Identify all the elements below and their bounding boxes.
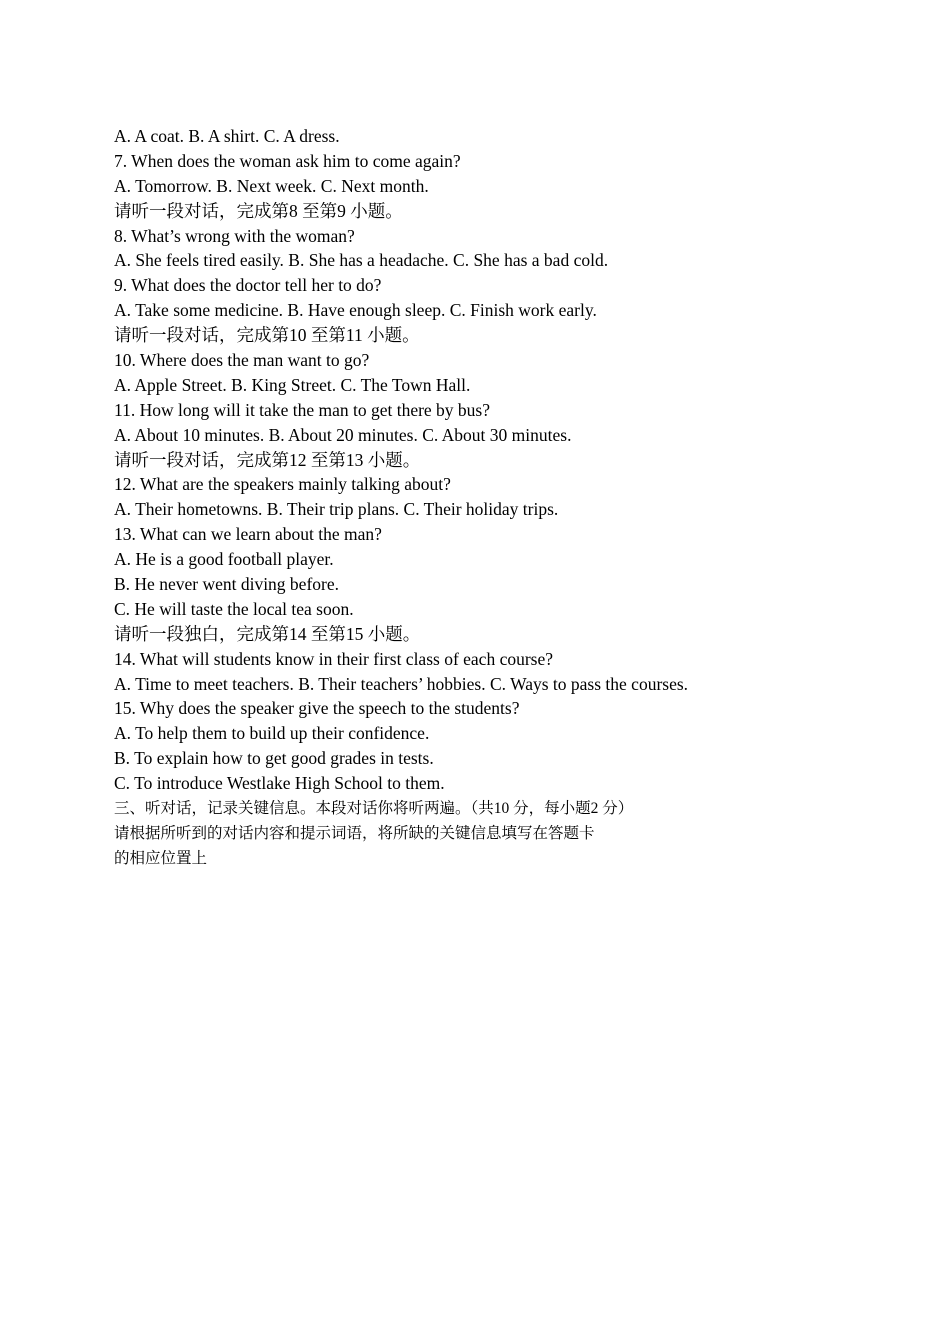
answer-option-q15-a: A. To help them to build up their confidence. bbox=[114, 723, 430, 744]
answer-options-q11: A. About 10 minutes. B. About 20 minutes. C. About 30 minutes. bbox=[114, 424, 572, 445]
part-three-heading: 三、听对话，记录关键信息。本段对话你将听两遍。（共10 分，每小题2 分） bbox=[114, 800, 634, 818]
answer-options-q7: A. Tomorrow. B. Next week. C. Next month. bbox=[114, 175, 429, 196]
answer-options-q12: A. Their hometowns. B. Their trip plans. C. Their holiday trips. bbox=[114, 499, 559, 520]
section-instruction-q14-q15: 请听一段独白，完成第14 至第15 小题。 bbox=[114, 623, 421, 644]
part-three-instruction: 请根据所听到的对话内容和提示词语，将所缺的关键信息填写在答题卡 bbox=[114, 825, 595, 843]
answer-options-q10: A. Apple Street. B. King Street. C. The Town Hall. bbox=[114, 374, 471, 395]
answer-options-q9: A. Take some medicine. B. Have enough sleep. C. Finish work early. bbox=[114, 300, 597, 321]
question-8: 8. What’s wrong with the woman? bbox=[114, 225, 355, 246]
question-14: 14. What will students know in their first class of each course? bbox=[114, 648, 554, 669]
question-11: 11. How long will it take the man to get there by bus? bbox=[114, 399, 491, 420]
part-three-instruction-continued: 的相应位置上 bbox=[114, 850, 208, 868]
answer-option-q13-b: B. He never went diving before. bbox=[114, 574, 339, 595]
section-instruction-q8-q9: 请听一段对话，完成第8 至第9 小题。 bbox=[114, 200, 403, 221]
question-13: 13. What can we learn about the man? bbox=[114, 524, 382, 545]
answer-options-q8: A. She feels tired easily. B. She has a headache. C. She has a bad cold. bbox=[114, 250, 609, 271]
section-instruction-q12-q13: 请听一段对话，完成第12 至第13 小题。 bbox=[114, 449, 421, 470]
answer-option-q13-c: C. He will taste the local tea soon. bbox=[114, 598, 354, 619]
answer-option-q13-a: A. He is a good football player. bbox=[114, 549, 334, 570]
answer-option-q15-b: B. To explain how to get good grades in tests. bbox=[114, 748, 434, 769]
answer-options-q14: A. Time to meet teachers. B. Their teachers’ hobbies. C. Ways to pass the courses. bbox=[114, 673, 689, 694]
question-9: 9. What does the doctor tell her to do? bbox=[114, 275, 382, 296]
section-instruction-q10-q11: 请听一段对话，完成第10 至第11 小题。 bbox=[114, 325, 420, 346]
document-body bbox=[114, 124, 874, 871]
question-15: 15. Why does the speaker give the speech to the students? bbox=[114, 698, 520, 719]
answer-option-q15-c: C. To introduce Westlake High School to them. bbox=[114, 773, 445, 794]
question-7: 7. When does the woman ask him to come again? bbox=[114, 150, 461, 171]
question-12: 12. What are the speakers mainly talking about? bbox=[114, 474, 451, 495]
answer-options-q6: A. A coat. B. A shirt. C. A dress. bbox=[114, 126, 340, 146]
question-10: 10. Where does the man want to go? bbox=[114, 350, 370, 371]
